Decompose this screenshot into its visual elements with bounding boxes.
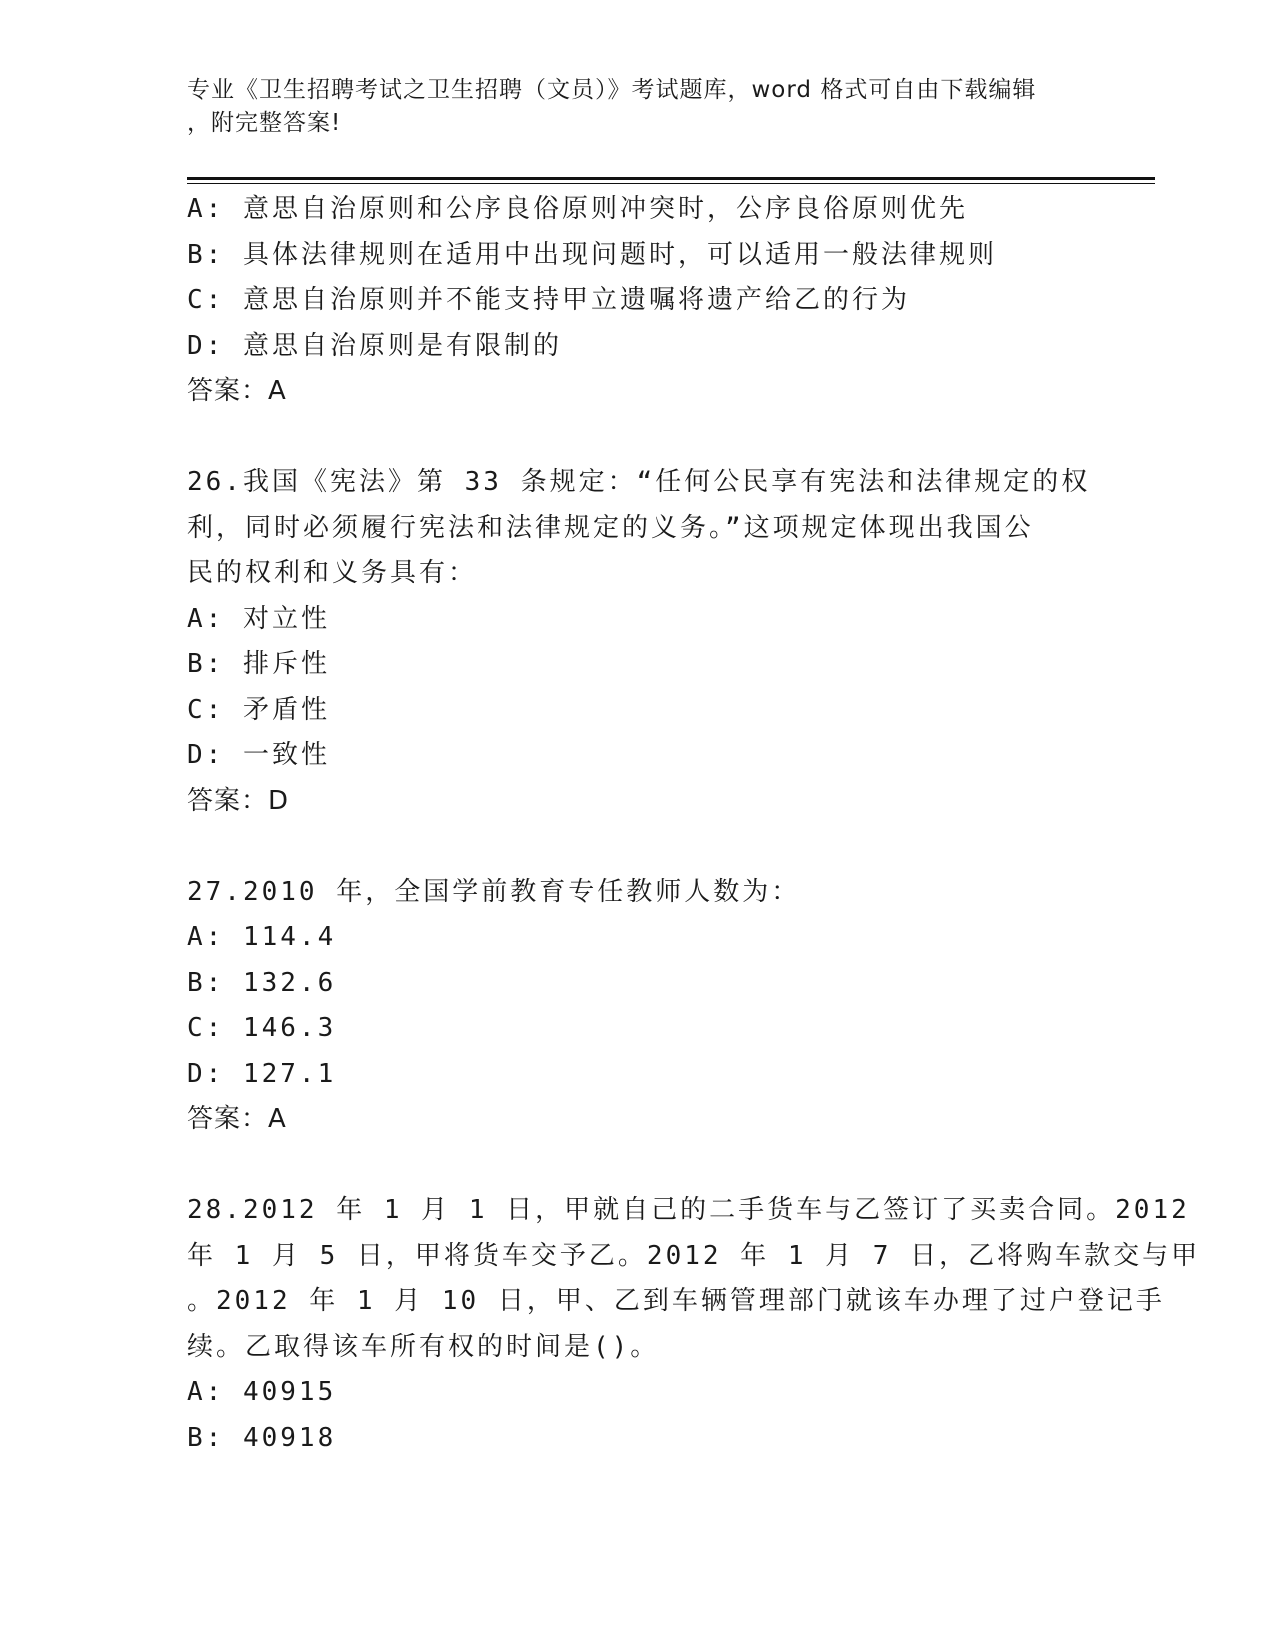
option-c: C: 146.3 xyxy=(187,1013,337,1043)
question-stem: 。2012 年 1 月 10 日，甲、乙到车辆管理部门就该车办理了过户登记手 xyxy=(187,1286,1165,1316)
answer: 答案：A xyxy=(187,1104,287,1134)
option-d: D: 127.1 xyxy=(187,1058,337,1089)
answer: 答案：D xyxy=(187,785,290,816)
option-b: B: 132.6 xyxy=(187,967,337,998)
page-header xyxy=(187,74,1067,140)
question-27 xyxy=(187,870,1087,1143)
header-rule-thick xyxy=(187,177,1155,180)
option-a: A: 对立性 xyxy=(187,603,330,634)
question-stem: 续。乙取得该车所有权的时间是()。 xyxy=(187,1331,660,1362)
spacer xyxy=(187,824,1087,870)
question-stem: 27.2010 年，全国学前教育专任教师人数为： xyxy=(187,876,801,907)
question-stem: 28.2012 年 1 月 1 日，甲就自己的二手货车与乙签订了买卖合同。2012 xyxy=(187,1195,1190,1225)
option-a: A: 40915 xyxy=(187,1377,337,1407)
answer: 答案：A xyxy=(187,376,287,406)
question-stem: 民的权利和义务具有： xyxy=(187,558,478,588)
question-26 xyxy=(187,460,1091,824)
option-d: D: 意思自治原则是有限制的 xyxy=(187,330,562,361)
question-stem: 利，同时必须履行宪法和法律规定的义务。”这项规定体现出我国公 xyxy=(187,512,1034,543)
question-stem: 26.我国《宪法》第 33 条规定：“任何公民享有宪法和法律规定的权 xyxy=(187,467,1091,497)
question-28 xyxy=(187,1188,1201,1461)
header-line-2: ，附完整答案! xyxy=(187,110,342,136)
question-list xyxy=(187,187,1201,1461)
option-d: D: 一致性 xyxy=(187,740,330,770)
option-b: B: 40918 xyxy=(187,1422,337,1453)
header-rule-thin xyxy=(187,183,1155,184)
option-c: C: 意思自治原则并不能支持甲立遗嘱将遗产给乙的行为 xyxy=(187,285,910,315)
option-a: A: 意思自治原则和公序良俗原则冲突时，公序良俗原则优先 xyxy=(187,194,968,224)
question-25 xyxy=(187,187,1087,415)
question-stem: 年 1 月 5 日，甲将货车交予乙。2012 年 1 月 7 日，乙将购车款交与甲 xyxy=(187,1240,1201,1271)
option-c: C: 矛盾性 xyxy=(187,694,330,725)
option-b: B: 具体法律规则在适用中出现问题时，可以适用一般法律规则 xyxy=(187,239,997,270)
option-a: A: 114.4 xyxy=(187,922,337,952)
spacer xyxy=(187,1143,1087,1189)
option-b: B: 排斥性 xyxy=(187,649,330,679)
header-line-1: 专业《卫生招聘考试之卫生招聘（文员）》考试题库，word 格式可自由下载编辑 xyxy=(187,77,1037,103)
spacer xyxy=(187,415,1087,461)
